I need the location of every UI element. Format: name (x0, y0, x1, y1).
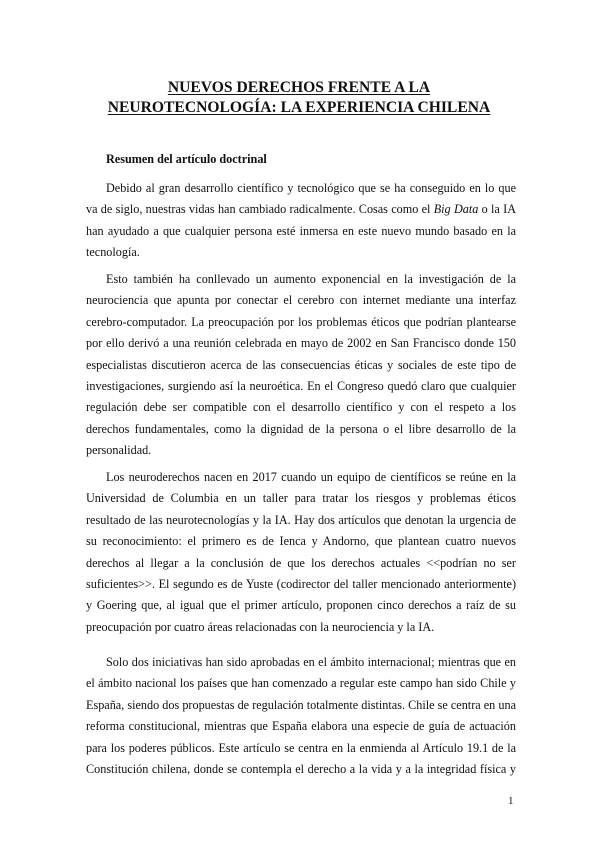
italic-term: Big Data (433, 202, 479, 217)
text-line: derechos fundamentales, como la dignidad de la persona o el libre desarrollo de la (86, 421, 516, 436)
page-number: 1 (508, 795, 514, 807)
text-line: reforma constitucional, mientras que España elabora una especie de guía de actuación (86, 719, 516, 734)
text-line: Universidad de Columbia en un taller para tratar los riesgos y problemas éticos (86, 491, 516, 506)
text-line: Solo dos iniciativas han sido aprobadas en el ámbito internacional; mientras que en (106, 655, 516, 669)
text-line: su reconocimiento: el primero es de Ienca y Andorno, que plantean cuatro nuevos (86, 534, 516, 549)
text-line: derechos al llegar a la conclusión de que los derechos actuales <<podrían no ser (86, 555, 516, 570)
section-heading: Resumen del artículo doctrinal (106, 152, 267, 166)
text-line: tecnología. (86, 245, 140, 260)
text-line: han ayudado a que cualquier persona esté inmersa en este nuevo mundo basado en la (86, 223, 516, 238)
text-line (86, 199, 516, 220)
text-line: por ello derivó a una reunión celebrada en mayo de 2002 en San Francisco donde 150 (86, 336, 516, 351)
text-line: regulación debe ser compatible con el desarrollo científico y con el respeto a los (86, 400, 516, 415)
text-line: cerebro-computador. La preocupación por los problemas éticos que podrían plantearse (86, 314, 516, 329)
text-line: neurociencia que apunta por conectar el cerebro con internet mediante una interfaz (86, 293, 516, 308)
text-segment: va de siglo, nuestras vidas han cambiado radicalmente. Cosas como el (86, 202, 434, 217)
document-title-line-2: NEUROTECNOLOGÍA: LA EXPERIENCIA CHILENA (107, 99, 491, 116)
paragraph-4 (86, 652, 516, 780)
text-line: especialistas discutieron acerca de las consecuencias éticas y sociales de este tipo de (86, 357, 516, 372)
text-line: para los poderes públicos. Este artículo se centra en la enmienda al Artículo 19.1 de la (86, 740, 516, 755)
paragraph-1 (86, 178, 516, 264)
text-line: personalidad. (86, 443, 152, 458)
text-line: Esto también ha conllevado un aumento exponencial en la investigación de la (106, 272, 516, 286)
text-line: España, siendo dos propuestas de regulación totalmente distintas. Chile se centra en una (86, 697, 516, 712)
text-line: Los neuroderechos nacen en 2017 cuando un equipo de científicos se reúne en la (106, 470, 516, 484)
text-segment: o la IA (478, 202, 516, 217)
text-line: y Goering que, al igual que el primer artículo, proponen cinco derechos a raíz de su (86, 598, 516, 613)
text-line: investigaciones, surgiendo así la neuroética. En el Congreso quedó claro que cualquier (86, 378, 516, 393)
text-line: preocupación por cuatro áreas relacionadas con la neurociencia y la IA. (86, 619, 435, 634)
text-line: Constitución chilena, donde se contempla el derecho a la vida y a la integridad física y (86, 761, 516, 776)
text-line: suficientes>>. El segundo es de Yuste (codirector del taller mencionado anteriormente) (86, 576, 516, 591)
paragraph-3 (86, 467, 516, 638)
document-title-line-1: NUEVOS DERECHOS FRENTE A LA (167, 79, 431, 96)
text-line: Debido al gran desarrollo científico y tecnológico que se ha conseguido en lo que (106, 181, 516, 195)
paragraph-2 (86, 269, 516, 462)
text-line: resultado de las neurotecnologías y la IA. Hay dos artículos que denotan la urgencia de (86, 512, 516, 527)
text-line: el ámbito nacional los países que han comenzado a regular este campo han sido Chile y (86, 676, 516, 691)
